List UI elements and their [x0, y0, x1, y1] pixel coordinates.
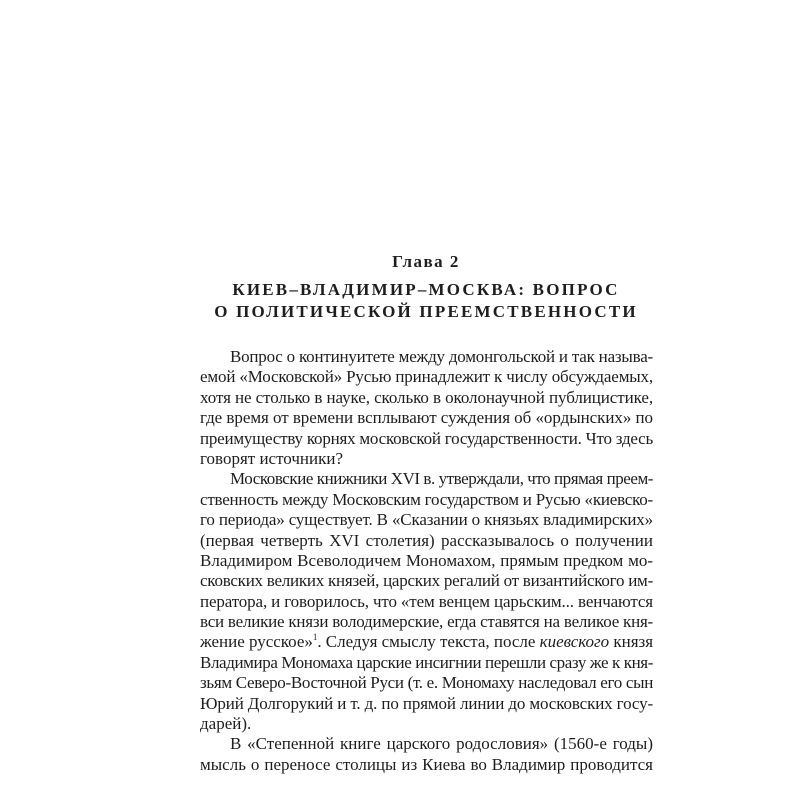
text-line — [200, 449, 653, 469]
text-line — [200, 347, 653, 367]
text-line — [200, 490, 653, 510]
text-segment: ператора, и говорилось, что «тем венцем царьским... венчаются — [200, 591, 653, 611]
text-segment: дарей). — [200, 714, 252, 734]
text-line — [200, 388, 653, 408]
text-segment: . Следуя смыслу текста, после — [317, 632, 540, 652]
text-line — [200, 469, 653, 489]
text-line — [200, 571, 653, 591]
text-line — [200, 592, 653, 612]
chapter-title-line-2: О ПОЛИТИЧЕСКОЙ ПРЕЕМСТВЕННОСТИ — [214, 302, 638, 321]
text-segment: сковских великих князей, царских регалий от византийского им- — [200, 571, 653, 591]
text-line — [200, 367, 653, 387]
text-line — [200, 510, 653, 530]
text-line — [200, 531, 653, 551]
text-segment: зьям Северо-Восточной Руси (т. е. Мономаху наследовал его сын — [200, 673, 653, 693]
body-text — [200, 347, 653, 775]
chapter-title-line-1: КИЕВ–ВЛАДИМИР–МОСКВА: ВОПРОС — [232, 280, 620, 299]
text-line — [200, 551, 653, 571]
text-segment: мысль о переносе столицы из Киева во Владимир проводится — [200, 754, 653, 774]
text-line — [200, 694, 653, 714]
text-segment: говорят источники? — [200, 448, 344, 468]
footnote-ref: 1 — [312, 632, 318, 643]
text-line — [200, 714, 653, 734]
text-segment: ственность между Московским государством и Русью «киевско- — [200, 489, 653, 509]
text-segment: Вопрос о континуитете между домонгольской и так называ- — [230, 347, 653, 366]
text-line — [200, 632, 653, 652]
text-segment: В «Степенной книге царского родословия» (1560-е годы) — [230, 734, 653, 754]
italic-text: киевского — [539, 632, 610, 652]
text-segment: вси великие князи володимерские, егда ставятся на великое кня- — [200, 612, 653, 632]
text-segment: Московские книжники XVI в. утверждали, что прямая преем- — [230, 469, 653, 489]
text-segment: емой «Московской» Русью принадлежит к числу обсуждаемых, — [200, 367, 653, 387]
text-segment: Владимира Мономаха царские инсигнии перешли сразу же к кня- — [200, 652, 653, 672]
text-segment: Владимиром Всеволодичем Мономахом, прямым предком мо- — [200, 550, 653, 570]
text-segment: хотя не столько в науке, сколько в околонаучной публицистике, — [200, 387, 653, 407]
text-segment: преимуществу корнях московской государственности. Что здесь — [200, 428, 653, 448]
text-line — [200, 673, 653, 693]
text-line — [200, 653, 653, 673]
chapter-heading: Глава 2 — [392, 252, 460, 271]
text-line — [200, 734, 653, 754]
text-segment: князя — [609, 632, 654, 652]
text-segment: (первая четверть XVI столетия) рассказывалось о получении — [200, 530, 653, 550]
text-line — [200, 755, 653, 775]
text-segment: Юрий Долгорукий и т. д. по прямой линии до московских госу- — [200, 693, 653, 713]
text-segment: го периода» существует. В «Сказании о князьях владимирских» — [200, 510, 653, 530]
text-segment: где время от времени всплывают суждения об «ордынских» по — [200, 408, 653, 428]
text-line — [200, 612, 653, 632]
text-line — [200, 429, 653, 449]
text-segment: жение русское» — [200, 632, 313, 652]
text-line — [200, 408, 653, 428]
